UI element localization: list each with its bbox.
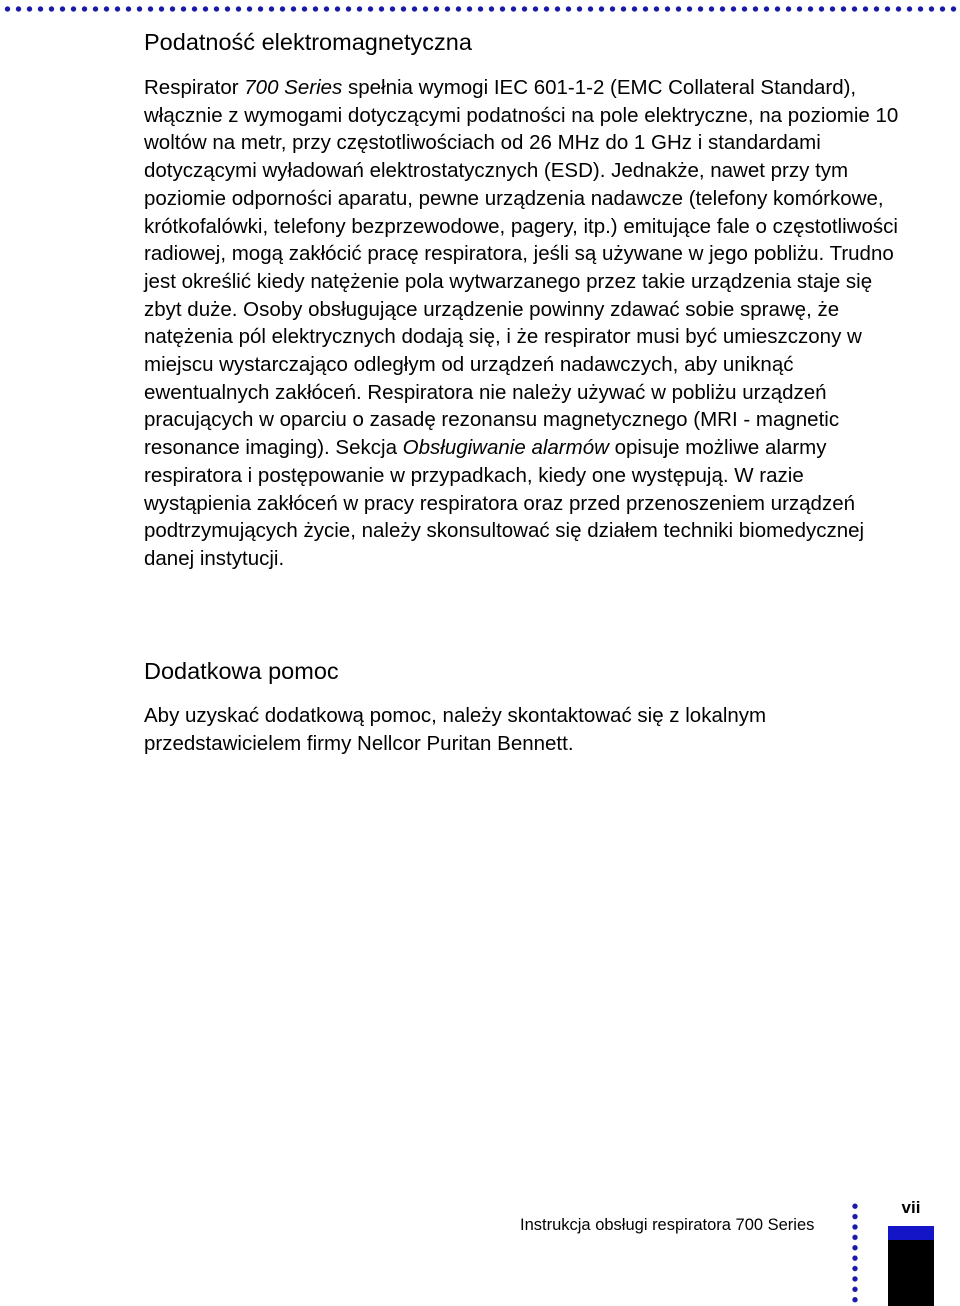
page-tab-blue-bar: [888, 1226, 934, 1240]
section-reference: Obsługiwanie alarmów: [402, 436, 609, 460]
page-number: vii: [901, 1198, 921, 1217]
footer-dotted-border: [850, 1201, 860, 1306]
top-dotted-border: [0, 4, 960, 14]
section-title-emc: Podatność elektromagnetyczna: [144, 29, 472, 55]
section-title-help: Dodatkowa pomoc: [144, 658, 339, 684]
page-tab-black-block: [888, 1240, 934, 1306]
section-paragraph-emc: [144, 74, 904, 573]
paragraph-text: opisuje możliwe alarmy respiratora i postępowanie w przypadkach, kiedy one występują. W razie wystąpienia zakłóceń w pracy respiratora oraz przed przenoszeniem urządzeń podtrzymujących życie, należy skonsultować się działem techniki biomedycznej danej instytucji.: [144, 436, 865, 570]
section-paragraph-help: Aby uzyskać dodatkową pomoc, należy skontaktować się z lokalnym przedstawicielem firmy Nellcor Puritan Bennett.: [144, 704, 767, 755]
footer-document-title: Instrukcja obsługi respiratora 700 Series: [520, 1216, 815, 1234]
product-name: 700 Series: [244, 76, 343, 99]
paragraph-text: Respirator: [144, 76, 245, 99]
paragraph-text: spełnia wymogi IEC 601-1-2 (EMC Collateral Standard), włącznie z wymogami dotyczącymi podatności na pole elektryczne, na poziomie 10 woltów na metr, przy częstotliwościach od 26 MHz do 1 GHz i standardami dotyczącymi wyładowań elektrostatycznych (ESD). Jednakże, nawet przy tym poziomie odporności aparatu, pewne urządzenia nadawcze (telefony komórkowe, krótkofalówki, telefony bezprzewodowe, pagery, itp.) emitujące fale o częstotliwości radiowej, mogą zakłócić pracę respiratora, jeśli są używane w jego pobliżu. Trudno jest określić kiedy natężenie pola wytwarzanego przez takie urządzenia staje się zbyt duże. Osoby obsługujące urządzenie powinny zdawać sobie sprawę, że natężenia pól elektrycznych dodają się, i że respirator musi być umieszczony w miejscu wystarczająco odległym od urządzeń nadawczych, aby uniknąć ewentualnych zakłóceń. Respiratora nie należy używać w pobliżu urządzeń pracujących w oparciu o zasadę rezonansu magnetycznego (MRI - magnetic resonance imaging). Sekcja: [144, 76, 899, 460]
